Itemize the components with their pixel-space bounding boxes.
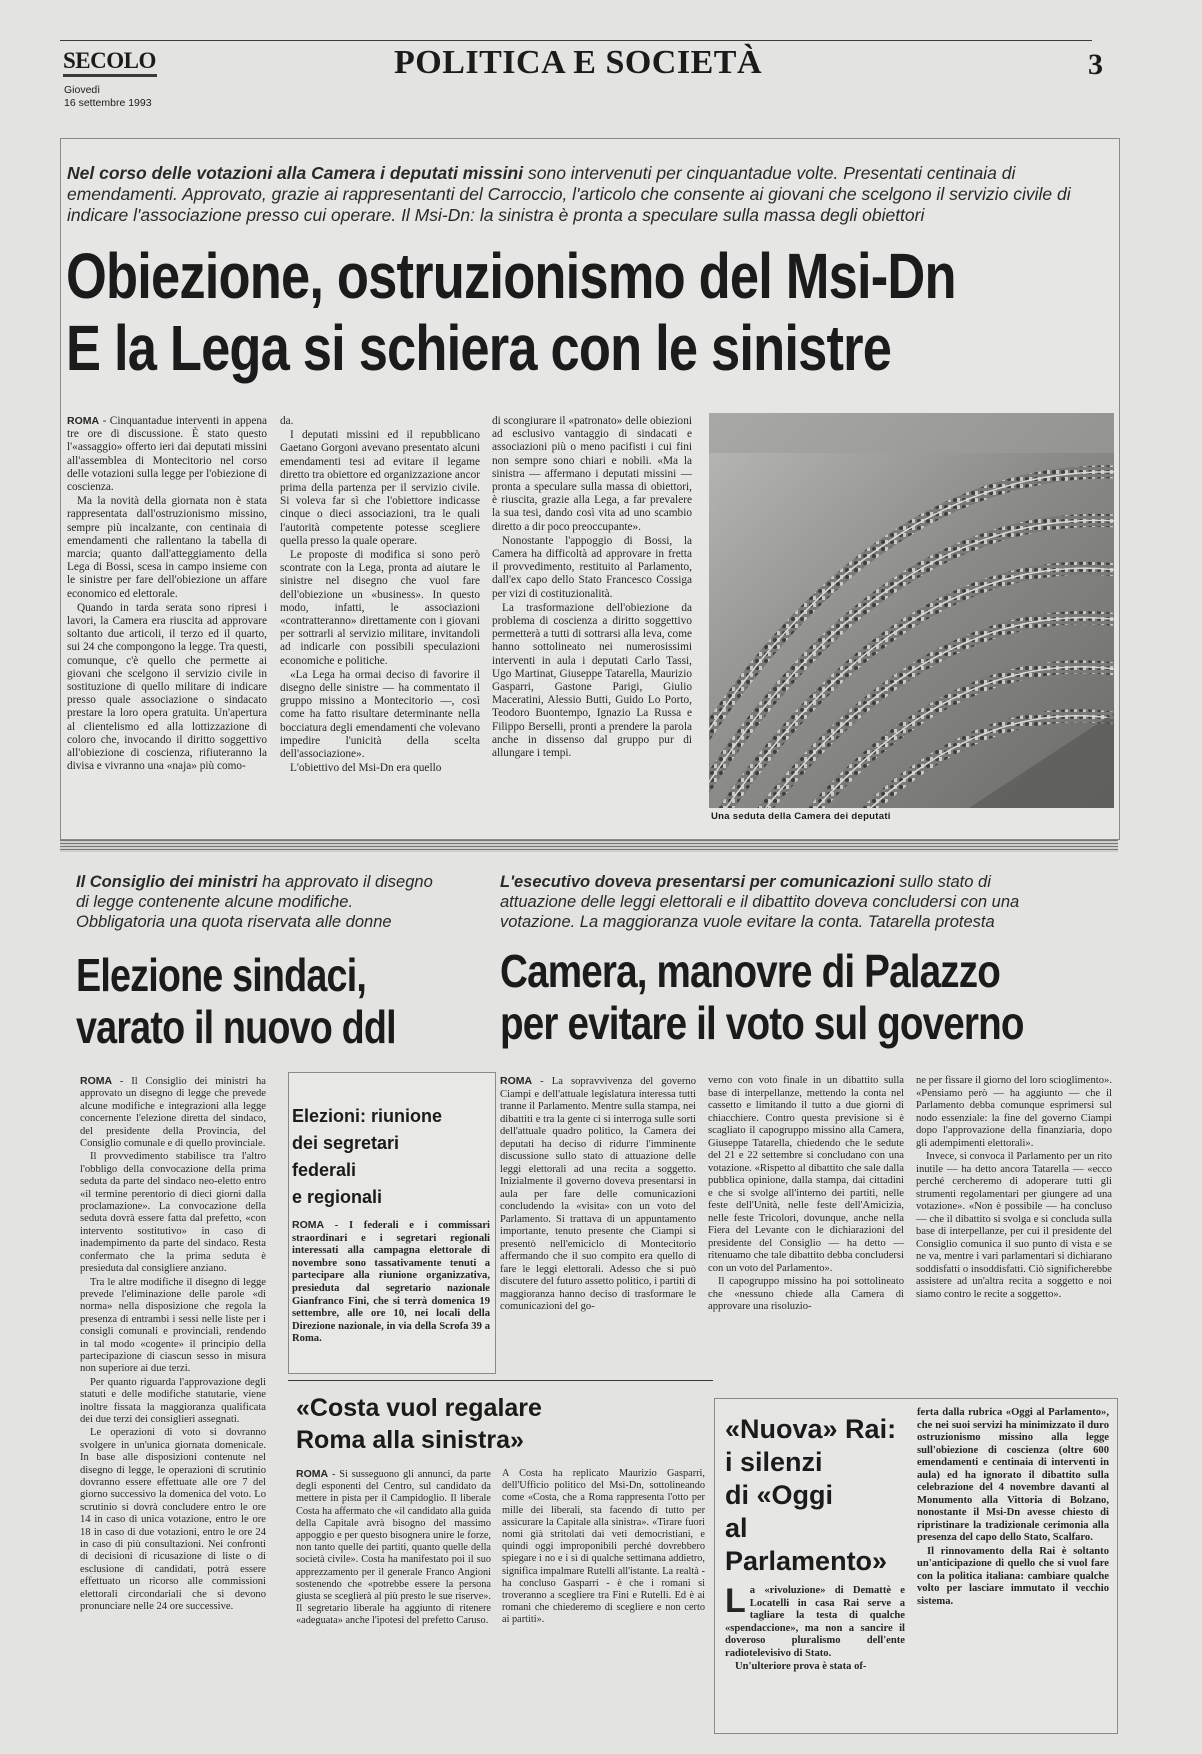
top-story-col2-p3: Le proposte di modifica si sono però scontrate con la Lega, pronta ad aiutare le sinistre nel disegno che vuol fare dell'obiezione un «business». In questo modo, infatti, le associazioni «contratteranno» direttamente con i giovani per sottrarli al servizio militare, invitandoli ad indicarle con possibili speculazioni economiche e politiche. <box>280 549 480 667</box>
rai-lead-text: a «rivoluzione» di Demattè e Locatelli in casa Rai serve a tagliare la testa di qualche «spendaccione», ma non a sancire il doveroso pluralismo dell'ente radiotelevisivo di Stato. <box>725 1585 905 1659</box>
segretari-p1 <box>292 1219 490 1346</box>
top-story-col2-p4: «La Lega ha ormai deciso di favorire il disegno delle sinistre — ha commentato il gruppo missino a Montecitorio —, così come ha fatto risultare determinante nella bocciatura degli emendamenti che volevano impedire l'unicità della scelta dell'associazione». <box>280 668 480 761</box>
rai-col2-p2: Il rinnovamento della Rai è soltanto un'anticipazione di quello che si vuol fare con la politica italiana: cambiare qualche volto per lasciare immutato il vecchio sistema. <box>917 1545 1109 1607</box>
rai-headline <box>725 1413 905 1578</box>
issue-date: 16 settembre 1993 <box>64 97 152 109</box>
costa-col2-p1: A Costa ha replicato Maurizio Gasparri, dell'Ufficio politico del Msi-Dn, sottolineando come «Costa, che a Roma rappresenta l'otto per mille dei liberali, sta facendo di tutto per assicurare la Capitale alla sinistra». «Tirare fuori nomi già stritolati dai veti democristiani, e quindi oggi improponibili perché dovrebbero spiegare i no e i sì di qualche settimana addietro, significa impalmare Rutelli all'istante. La realtà - ha concluso Gasparri - è che i romani si troveranno a scegliere tra Fini e Rutelli. Ed è ai romani che chiederemo di scegliere e non certo ai partiti». <box>502 1468 705 1626</box>
sindaci-p5: Le operazioni di voto si dovranno svolgere in un'unica giornata domenicale. In base alle disposizioni contenute nel disegno di legge, le operazioni di scrutinio dovranno essere effettuate alle ore 7 del giorno successivo la domenica del voto. Lo scrutinio si dovrà concludere entro le ore 14 in caso di unica votazione, entro le ore 18 in caso di due votazioni, entro le ore 24 in caso di più consultazioni. Nei confronti di decisioni di ricusazione di liste o di esclusione di candidati, potrà essere effettuato un ricorso alle commissioni elettorali circondariali che si devono pronunciare nelle 24 ore successive. <box>80 1427 266 1613</box>
top-story-headline-1: Obiezione, ostruzionismo del Msi-Dn <box>66 240 956 312</box>
paper-name: SECOLO <box>63 48 156 73</box>
top-story-col1-p2: Ma la novità della giornata non è stata rappresentata dall'ostruzionismo missino, sempre più incalzante, con centinaia di emendamenti che rallentano la tabella di marcia; quanto dall'atteggiamento della Lega di Bossi, scesa in campo insieme con le sinistre per fare dell'obiezione un affare economico ed elettorale. <box>67 495 267 600</box>
sindaci-p1 <box>80 1075 266 1150</box>
paper-name-underline <box>63 74 157 77</box>
costa-headline-1: «Costa vuol regalare <box>296 1394 542 1422</box>
costa-article <box>292 1384 712 1734</box>
costa-column-1 <box>296 1468 491 1730</box>
top-story <box>60 138 1120 840</box>
chamber-photo <box>709 413 1114 808</box>
top-story-headline-2: E la Lega si schiera con le sinistre <box>66 312 892 384</box>
section-divider <box>60 840 1118 852</box>
sindaci-p4: Per quanto riguarda l'approvazione degli statuti e delle modifiche statutarie, viene inoltre fissata la maggioranza qualificata dei due terzi dei consiglieri assegnati. <box>80 1376 266 1425</box>
top-story-dateline: ROMA <box>67 415 100 427</box>
costa-column-2 <box>502 1468 705 1730</box>
camera-kicker-text: sullo stato di attuazione delle leggi elettorali e il dibattito doveva concludersi con una votazione. La maggioranza vuole evitare la conta. Tatarella protesta <box>500 873 1020 931</box>
sindaci-p2: Il provvedimento stabilisce tra l'altro l'obbligo della convocazione della prima seduta da parte del sindaco neo-eletto entro «il termine perentorio di dieci giorni dalla proclamazione». La convocazione della seduta dovrà essere fatta dal prefetto, «con intervento sostitutivo» in caso di inadempimento da parte del sindaco. Resta confermato che la prima seduta è presieduta dal consigliere anziano. <box>80 1151 266 1275</box>
top-story-col1-p1-text: - Cinquantadue interventi in appena tre ore di discussione. È stato questo l'«assaggio» offerto ieri dai deputati missini all'assemblea di Montecitorio nel corso delle votazioni sulla legge per l'obiezione di coscienza. <box>67 415 267 494</box>
segretari-headline-2: dei segretari <box>292 1133 400 1153</box>
rai-headline-3: di «Oggi <box>725 1480 833 1510</box>
segretari-headline-1: Elezioni: riunione <box>292 1106 443 1126</box>
chamber-photo-image <box>709 413 1114 808</box>
top-story-column-1 <box>67 415 267 823</box>
camera-dateline: ROMA <box>500 1075 533 1087</box>
top-story-col3-p3: La trasformazione dell'obiezione da problema di coscienza a diritto soggettivo permetterà a tutti di sottrarsi alla leva, come hanno sottolineato nei numerosissimi interventi in aula i deputati Carlo Tassi, Ugo Martinat, Giuseppe Tatarella, Maurizio Gasparri, Gastone Parigi, Giulio Maceratini, Alessio Butti, Guido Lo Porto, Teodoro Buontempo, Ignazio La Russa e Filippo Berselli, pronti a prendere la parola anche in dissenso dal gruppo pur di allungare i tempi. <box>492 601 692 760</box>
camera-kicker-lead: L'esecutivo doveva presentarsi per comunicazioni <box>500 873 895 891</box>
camera-kicker <box>500 872 1055 932</box>
rai-headline-5: Parlamento» <box>725 1546 888 1576</box>
costa-col1-p1 <box>296 1468 491 1628</box>
camera-col1-p1 <box>500 1075 696 1314</box>
top-story-col1-p1 <box>67 415 267 494</box>
camera-col1-text: - La sopravvivenza del governo Ciampi e dell'attuale legislatura interessa tutti tranne il Parlamento. Mentre sulla stampa, nei dibattiti e tra la gente ci si interroga sulle sorti dell'attuale quadro politico, la Camera dei deputati ha deciso di ridurre l'imminente discussione sullo stato di attuazione delle leggi elettorali ad una recita a soggetto. Inizialmente il governo doveva presentarsi in aula per fare delle comunicazioni concludendo la «visita» con un voto del Parlamento. Si trattava di un appuntamento importante, tenuto presente che Ciampi si presentò nell'emiciclo di Montecitorio affermando che il suo compito era quello di fare le leggi elettorali. Adesso che si può discutere del futuro assetto politico, i partiti di maggioranza hanno deciso di trasformare le comunicazioni del go- <box>500 1076 696 1312</box>
segretari-body-text: - I federali e i commissari straordinari e i segretari regionali interessati alla campagna elettorale di novembre sono tassativamente tenuti a partecipare alla riunione organizzativa, presieduta dal segretario nazionale Gianfranco Fini, che si terrà domenica 19 settembre, alle ore 10, nei locali della Direzione nazionale, in via della Scrofa 39 a Roma. <box>292 1220 490 1345</box>
sindaci-dateline: ROMA <box>80 1075 113 1087</box>
sindaci-p3: Tra le altre modifiche il disegno di legge prevede l'eliminazione delle parole «di norma» nella disposizione che regola la presenza di entrambi i sessi nelle liste per i consigli comunali e provinciali, rendendo in tal modo «cogente» il principio della partecipazione di ciascun sesso in misura non superiore ai due terzi. <box>80 1276 266 1375</box>
rai-box <box>714 1398 1118 1734</box>
camera-column-2 <box>708 1075 904 1375</box>
masthead <box>0 0 1202 120</box>
camera-headline-1: Camera, manovre di Palazzo <box>500 945 1001 997</box>
camera-article <box>500 868 1118 1378</box>
camera-col2-p2: Il capogruppo missino ha poi sottolineato che «nessuno chiede alla Camera di approvare una risoluzio- <box>708 1276 904 1312</box>
sindaci-p1-text: - Il Consiglio dei ministri ha approvato un disegno di legge che prevede alcune modifiche e integrazioni alla legge concernente l'elezione diretta del sindaco, del presidente della Provincia, del Consiglio comunale e di quello provinciale. <box>80 1076 266 1150</box>
camera-col2-p1: verno con voto finale in un dibattito sulla base di interpellanze, mettendo la conta nel cassetto e limitando il tutto a due giorni di chiacchiere. Contro questa previsione si è scagliato il capogruppo missino alla Camera, Giuseppe Tatarella, chiedendo che le sedute del 21 e 22 settembre si concludano con una votazione. «Rispetto al dibattito che sale dalla pubblica opinione, dalla stampa, dai cittadini e che si svolge all'interno dei partiti, nelle feste dell'Unità, nelle feste dell'Amicizia, nelle feste Tricolori, dovunque, anche nella Fiera del Levante con le dichiarazioni del presidente del Consiglio — ha detto — ritenuamo che tale dibattito debba concludersi con un voto del Parlamento». <box>708 1075 904 1274</box>
rai-col2-p1: ferta dalla rubrica «Oggi al Parlamento», che nei suoi servizi ha minimizzato il duro ostruzionismo missino alla legge sull'obiezione di coscienza (oltre 600 emendamenti e centinaia di interventi in aula) ed ha ignorato il dibattito sulla celebrazione del 4 novembre davanti al Monumento alla Vittoria di Bolzano, nonostante il Msi-Dn avesse chiesto di ripristinare la tradizionale cerimonia alla presenza del capo dello Stato, Scalfaro. <box>917 1407 1109 1543</box>
camera-col3-p2: Invece, si convoca il Parlamento per un rito inutile — ha detto ancora Tatarella — «ecco perché cercheremo di adoperare tutti gli strumenti regolamentari per giungere ad una votazione». «Non è possibile — ha concluso — che il dibattito si svolga e si concluda sulla base di interpellanze, per cui il presidente del Consiglio comunica il suo punto di vista e se ne va, mentre i vari parlamentari si dichiarano soddisfatti o insoddisfatti. Ciò significherebbe assistere ad un'altra recita a soggetto e noi siamo contro le recite a soggetto». <box>916 1151 1112 1300</box>
rai-lead-2: Un'ulteriore prova è stata of- <box>735 1661 867 1672</box>
camera-column-1 <box>500 1075 696 1375</box>
rai-headline-4: al <box>725 1513 748 1543</box>
top-story-column-3 <box>492 415 692 823</box>
top-story-col2-p2: I deputati missini ed il repubblicano Gaetano Gorgoni avevano presentato alcuni emendamenti tesi ad evitare il legame diretto tra obiettore ed organizzazione ancor prima della partenza per il servizio civile. Si voleva far sì che l'obiettore indicasse cinque o dieci associazioni, tra le quali l'autorità competente potesse scegliere quella presso la quale operare. <box>280 429 480 547</box>
issue-day: Giovedì <box>64 84 101 96</box>
sindaci-kicker <box>76 872 446 932</box>
top-story-kicker-lead: Nel corso delle votazioni alla Camera i deputati missini <box>67 163 524 183</box>
costa-dateline: ROMA <box>296 1468 329 1480</box>
segretari-headline-4: e regionali <box>292 1187 383 1207</box>
sindaci-headline-1: Elezione sindaci, <box>76 949 367 1001</box>
costa-col1-text: - Si susseguono gli annunci, da parte degli esponenti del Centro, sul candidato da mettere in pista per il Campidoglio. Il liberale Costa ha affermato che «il candidato alla guida della Capitale avrà bisogno del massimo appoggio e per questo bisognera unire le forze, non tanto quelle dei partiti, quanto quelle della società civile». Costa ha manifestato poi il suo apprezzamento per il generale Franco Angioni sostenendo che «potrebbe essere la persona giusta se sceglierà al più presto le sue riserve». Il segretario liberale ha aggiunto di ritenere «adeguata» anche l'ipotesi del prefetto Caruso. <box>296 1469 491 1627</box>
camera-column-3 <box>916 1075 1112 1375</box>
sindaci-kicker-text: ha approvato il disegno di legge contenente alcune modifiche. Obbligatoria una quota riservata alle donne <box>76 873 433 931</box>
top-story-col3-p1: di scongiurare il «patronato» delle obiezioni ad esclusivo vantaggio di sindacati e associazioni più o meno pacifisti i cui fini non sempre sono chiari e nobili. «Ma la sinistra — affermano i deputati missini — pronta a speculare sulla massa di obiettori, è riuscita, grazie alla Lega, a far prevalere la sua tesi, dando così vita ad uno scambio diretto a dir poco preoccupante». <box>492 415 692 533</box>
rai-column-2 <box>917 1407 1109 1729</box>
top-story-col2-p5: L'obiettivo del Msi-Dn era quello <box>290 762 442 775</box>
camera-headline-2: per evitare il voto sul governo <box>500 997 1024 1049</box>
rai-drop-cap: L <box>725 1585 746 1620</box>
photo-caption: Una seduta della Camera dei deputati <box>711 811 891 822</box>
segretari-headline-3: federali <box>292 1160 357 1180</box>
top-story-col3-p2: Nonostante l'appoggio di Bossi, la Camera ha difficoltà ad approvare in fretta il provvedimento, restituito al Parlamento, dall'ex capo dello Stato Francesco Cossiga per vizi di costituzionalità. <box>492 534 692 600</box>
top-story-col1-p3: Quando in tarda serata sono ripresi i lavori, la Camera era riuscita ad approvare soltanto due articoli, il terzo ed il quarto, sui 24 che compongono la legge. Tra questi, comunque, c'è quello che permette ai giovani che scelgono il servizio civile in sostituzione di quello militare di indicare presso quale associazione o sindacato prestare la loro opera gratuita. Un'apertura al clientelismo ed alla lottizzazione di coloro che, invocando il diritto soggettivo all'obiezione di coscienza, rifiuteranno la divisa e vivranno una «naja» più como- <box>67 601 267 773</box>
top-story-kicker <box>67 163 1107 226</box>
sindaci-column <box>80 1075 266 1715</box>
sindaci-headline-2: varato il nuovo ddl <box>76 1001 396 1053</box>
top-story-column-2 <box>280 415 480 823</box>
page-number: 3 <box>1088 48 1103 81</box>
rai-headline-1: «Nuova» Rai: <box>725 1414 897 1444</box>
section-title: POLITICA E SOCIETÀ <box>394 44 762 81</box>
sindaci-kicker-lead: Il Consiglio dei ministri <box>76 873 258 891</box>
segretari-body <box>292 1219 490 1369</box>
segretari-headline <box>292 1103 492 1211</box>
camera-col3-p1: ne per fissare il giorno del loro scioglimento». «Pensiamo però — ha aggiunto — che il Parlamento debba comunque esprimersi sul nodo essenziale: la fine del governo Ciampi dopo l'approvazione della finanziaria, dopo gli adempimenti elettorali». <box>916 1075 1112 1149</box>
masthead-top-rule <box>60 40 1092 41</box>
camera-bottom-rule <box>288 1380 713 1381</box>
segretari-dateline: ROMA <box>292 1219 325 1231</box>
rai-headline-2: i silenzi <box>725 1447 823 1477</box>
segretari-box <box>288 1072 496 1374</box>
costa-headline-2: Roma alla sinistra» <box>296 1426 524 1454</box>
top-story-col2-p1: da. <box>280 415 294 427</box>
rai-lead-column <box>725 1585 905 1729</box>
top-story-kicker-text: sono intervenuti per cinquantadue volte. Presentati centinaia di emendamenti. Approvato, grazie ai rappresentanti del Carroccio, l'articolo che consente ai giovani che scelgono il servizio civile di indicare l'associazione presso cui operare. Il Msi-Dn: la sinistra è pronta a speculare sulla massa degli obiettori <box>67 163 1071 225</box>
